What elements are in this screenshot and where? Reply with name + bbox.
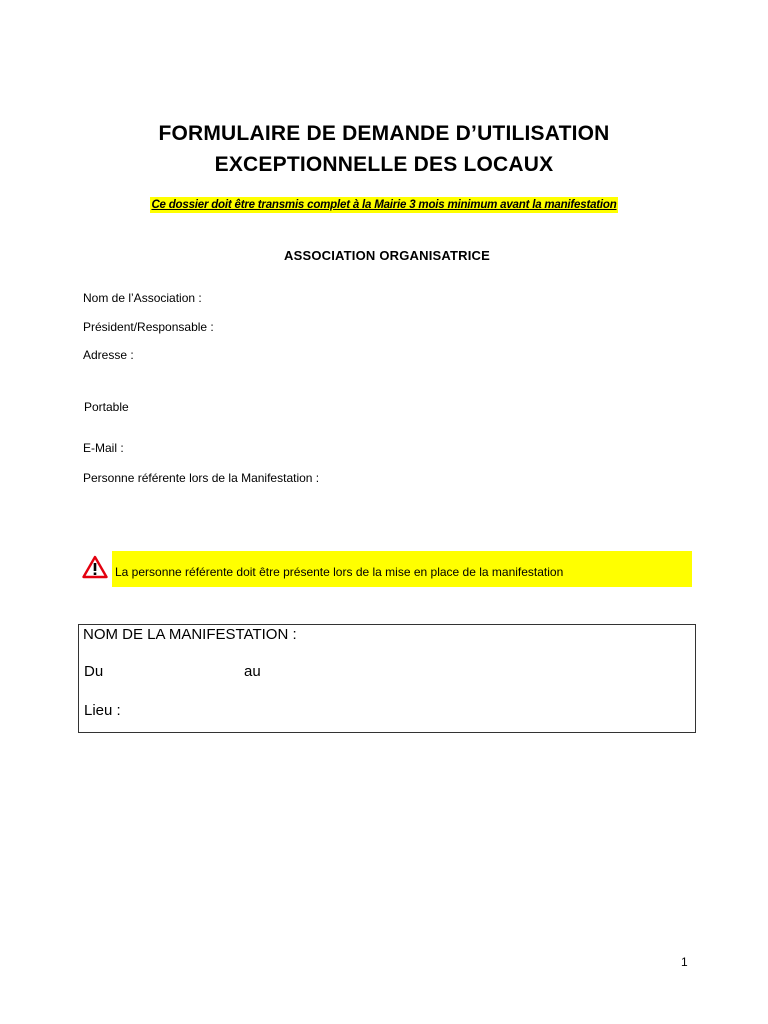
title-line-2: EXCEPTIONNELLE DES LOCAUX xyxy=(214,153,554,176)
field-label-president: Président/Responsable : xyxy=(83,320,214,334)
event-details-box xyxy=(78,624,696,733)
submission-notice: Ce dossier doit être transmis complet à la Mairie 3 mois minimum avant la manifestation xyxy=(151,199,617,211)
event-name-label: NOM DE LA MANIFESTATION : xyxy=(83,626,297,643)
warning-text: La personne référente doit être présente lors de la mise en place de la manifestation xyxy=(115,565,564,579)
field-label-association-name: Nom de l’Association : xyxy=(83,291,202,305)
field-label-referent: Personne référente lors de la Manifestation : xyxy=(83,471,320,485)
field-label-email: E-Mail : xyxy=(83,441,124,455)
warning-triangle-icon xyxy=(82,555,108,579)
submission-notice-row xyxy=(0,195,768,213)
field-label-mobile: Portable xyxy=(84,400,129,414)
page-title xyxy=(0,118,768,180)
section-heading-association: ASSOCIATION ORGANISATRICE xyxy=(283,248,491,263)
event-date-from-label: Du xyxy=(84,663,104,680)
field-label-address: Adresse : xyxy=(83,348,134,362)
event-location-label: Lieu : xyxy=(84,702,121,719)
event-date-to-label: au xyxy=(244,663,261,680)
page-number: 1 xyxy=(681,955,688,969)
title-line-1: FORMULAIRE DE DEMANDE D’UTILISATION xyxy=(158,122,610,145)
